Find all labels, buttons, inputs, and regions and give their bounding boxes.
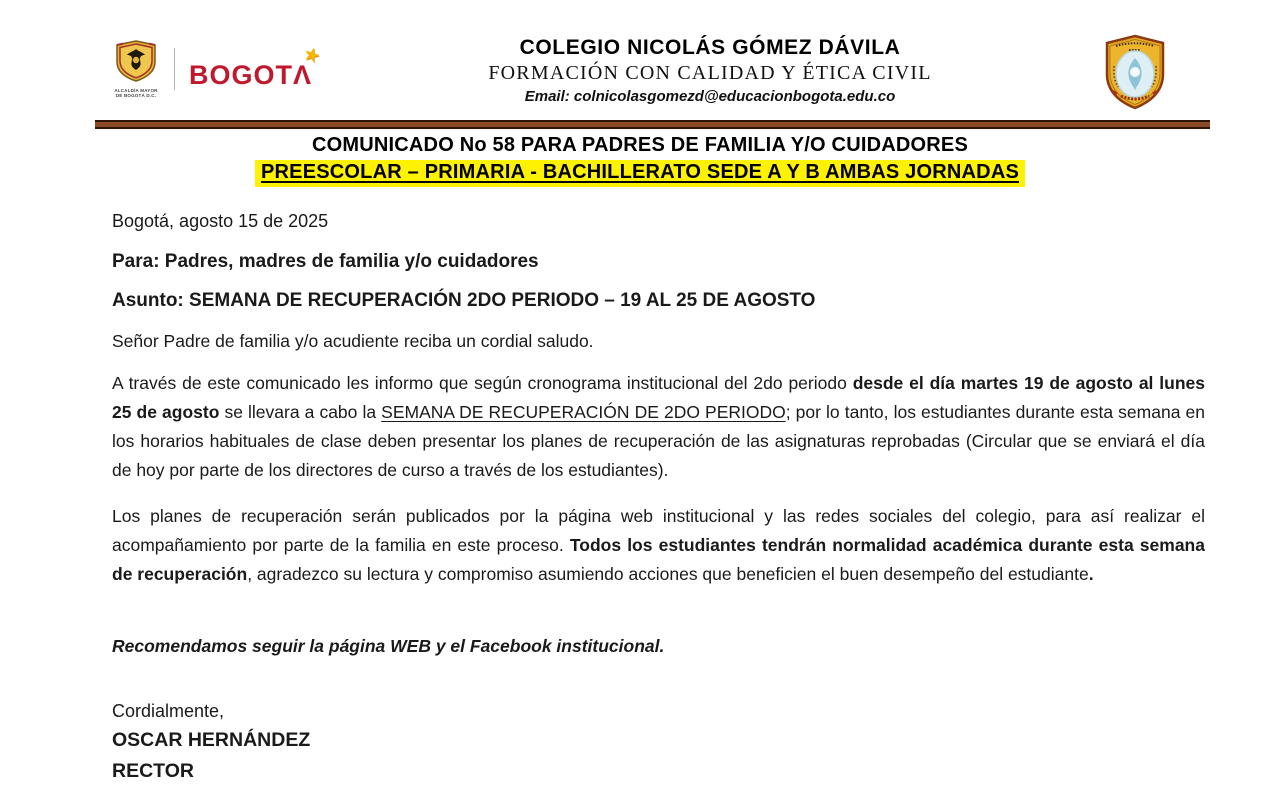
- letter-body: [0, 211, 1280, 787]
- bogota-wordmark: [189, 42, 323, 91]
- school-crest-icon: [1099, 34, 1171, 110]
- bogota-wordmark-text: BOGOTΛ: [189, 59, 313, 90]
- seal-caption-line2: DE BOGOTÁ D.C.: [115, 93, 157, 98]
- letter-recommendation: Recomendamos seguir la página WEB y el Facebook institucional.: [112, 636, 665, 656]
- communique-titles: [0, 134, 1280, 187]
- logo-divider: [174, 48, 175, 90]
- letterhead: [0, 0, 1280, 114]
- communique-title: COMUNICADO No 58 PARA PADRES DE FAMILIA Y/O CUIDADORES: [311, 134, 969, 156]
- signer-title: RECTOR: [112, 760, 194, 782]
- seal-caption-line1: ALCALDÍA MAYOR: [114, 88, 158, 93]
- alcaldia-seal-icon: [113, 40, 159, 82]
- header-center: [360, 34, 1060, 105]
- letter-paragraph-1: A través de este comunicado les informo que según cronograma institucional del 2do periodo desde el día martes 19 de agosto al lunes 25 de agosto se llevara a cabo la SEMANA DE RECUPERACIÓN DE 2DO PERIODO; por lo tanto, los estudiantes durante esta semana en los horarios habituales de clase deben presentar los planes de recuperación de las asignaturas reprobadas (Circular que se enviará el día de hoy por parte de los directores de curso a través de los estudiantes).: [112, 373, 1205, 480]
- letter-paragraph-2: Los planes de recuperación serán publicados por la página web institucional y las redes sociales del colegio, para así realizar el acompañamiento por parte de la familia en este proceso. Todos los estudiantes tendrán normalidad académica durante esta semana de recuperación, agradezco su lectura y compromiso asumiendo acciones que beneficien el buen desempeño del estudiante.: [112, 506, 1205, 584]
- star-icon: ★: [300, 42, 323, 68]
- letter-recipient-line: Para: Padres, madres de familia y/o cuidadores: [112, 251, 539, 272]
- signer-name: OSCAR HERNÁNDEZ: [112, 729, 311, 751]
- letter-subject-line: Asunto: SEMANA DE RECUPERACIÓN 2DO PERIODO – 19 AL 25 DE AGOSTO: [112, 290, 816, 311]
- school-name: COLEGIO NICOLÁS GÓMEZ DÁVILA: [519, 36, 901, 59]
- bogota-logo: [110, 40, 360, 98]
- letter-date: Bogotá, agosto 15 de 2025: [112, 211, 329, 231]
- alcaldia-seal: [110, 40, 162, 98]
- letter-greeting: Señor Padre de familia y/o acudiente reciba un cordial saludo.: [112, 331, 594, 351]
- header-separator: [95, 120, 1210, 129]
- communique-subtitle-highlight: PREESCOLAR – PRIMARIA - BACHILLERATO SEDE A Y B AMBAS JORNADAS: [255, 160, 1025, 187]
- school-crest: [1060, 34, 1210, 115]
- letter-closing: Cordialmente,: [112, 701, 225, 721]
- communique-subtitle-row: [0, 160, 1280, 187]
- school-motto: FORMACIÓN CON CALIDAD Y ÉTICA CIVIL: [488, 62, 932, 84]
- school-email: Email: colnicolasgomezd@educacionbogota.edu.co: [524, 88, 896, 105]
